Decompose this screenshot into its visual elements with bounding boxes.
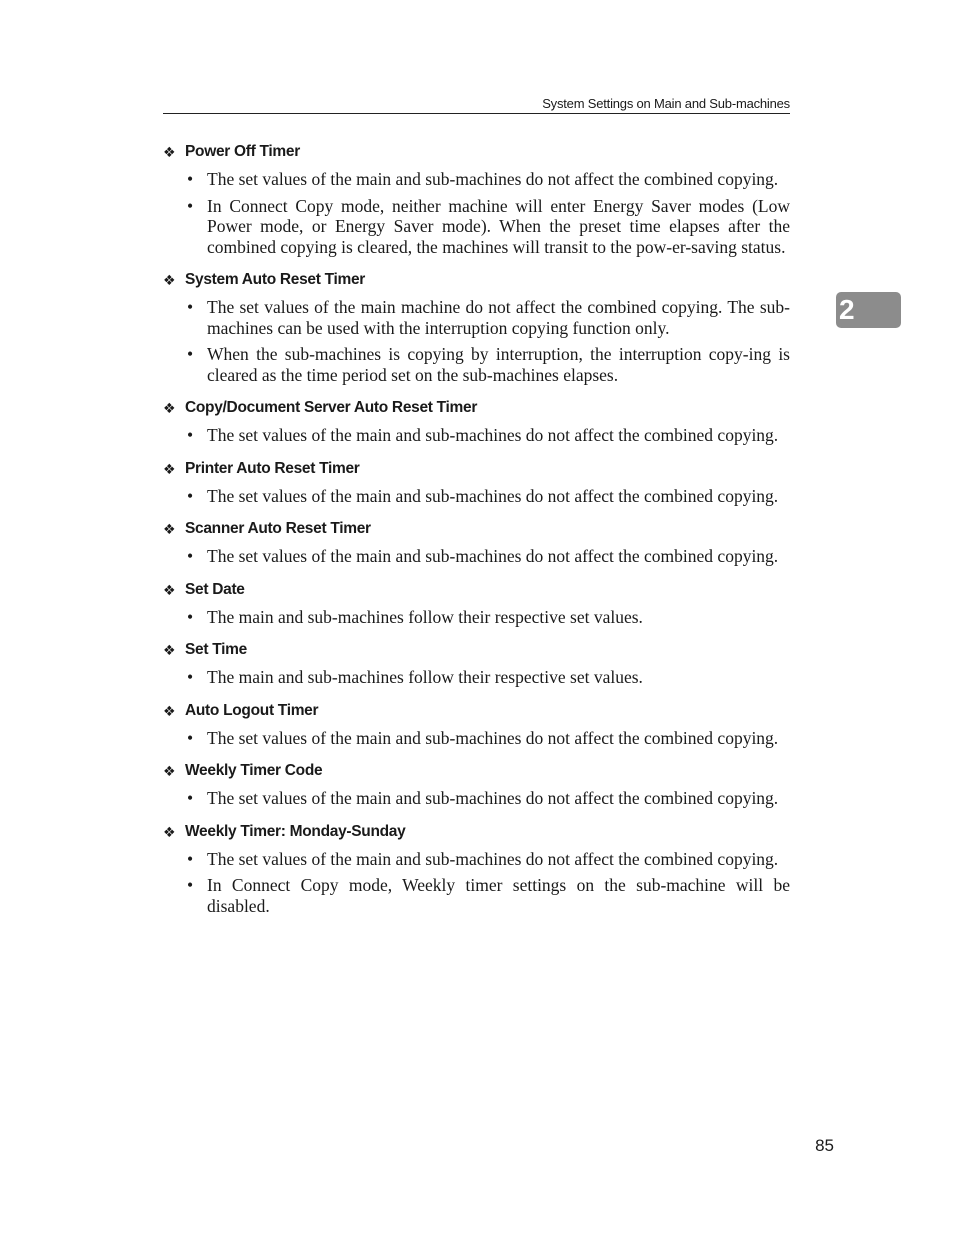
- bullet-list: [163, 728, 790, 749]
- bullet-list: [163, 297, 790, 385]
- section: [163, 459, 790, 507]
- list-item: [163, 169, 790, 190]
- bullet-list: [163, 607, 790, 628]
- list-item-text: The set values of the main and sub-machines do not affect the combined copying.: [207, 425, 779, 445]
- diamond-bullet-icon: ❖: [163, 763, 176, 779]
- diamond-bullet-icon: ❖: [163, 642, 176, 658]
- list-item-text: In Connect Copy mode, neither machine will enter Energy Saver modes (Low Power mode, or Energy Saver mode). When the preset time elapses after the combined copying is cleared, the machines will transit to the pow-er-saving status.: [207, 195, 790, 257]
- list-item-text: The set values of the main and sub-machines do not affect the combined copying.: [207, 169, 779, 189]
- list-item-text: The set values of the main and sub-machines do not affect the combined copying.: [207, 485, 779, 506]
- bullet-dot-icon: •: [187, 727, 194, 748]
- diamond-bullet-icon: ❖: [163, 521, 176, 537]
- section-title: Scanner Auto Reset Timer: [185, 520, 371, 537]
- running-header: System Settings on Main and Sub-machines: [163, 96, 790, 114]
- list-item: [163, 849, 790, 870]
- list-item-text: In Connect Copy mode, Weekly timer settings on the sub-machine will be disabled.: [207, 875, 790, 916]
- section-title: Set Time: [185, 641, 247, 658]
- section: [163, 398, 790, 446]
- list-item: [163, 196, 790, 258]
- section-heading: [163, 640, 790, 660]
- chapter-tab: 2: [836, 292, 901, 328]
- bullet-dot-icon: •: [187, 606, 194, 627]
- bullet-dot-icon: •: [187, 788, 194, 808]
- section: [163, 761, 790, 809]
- bullet-list: [163, 169, 790, 257]
- bullet-list: [163, 667, 790, 688]
- bullet-dot-icon: •: [187, 485, 194, 506]
- document-body: [163, 142, 790, 929]
- list-item-text: The set values of the main and sub-machines do not affect the combined copying.: [207, 848, 779, 869]
- list-item: [163, 728, 790, 749]
- bullet-list: [163, 788, 790, 809]
- section-title: Weekly Timer Code: [185, 762, 323, 779]
- list-item: [163, 486, 790, 507]
- section: [163, 822, 790, 917]
- list-item: [163, 344, 790, 385]
- list-item: [163, 425, 790, 446]
- diamond-bullet-icon: ❖: [163, 460, 176, 477]
- diamond-bullet-icon: ❖: [163, 272, 176, 288]
- section-title: Printer Auto Reset Timer: [185, 459, 360, 477]
- list-item: [163, 788, 790, 809]
- section-title: Copy/Document Server Auto Reset Timer: [185, 399, 478, 416]
- bullet-dot-icon: •: [187, 667, 194, 687]
- bullet-dot-icon: •: [187, 195, 194, 216]
- bullet-list: [163, 486, 790, 507]
- list-item-text: The main and sub-machines follow their respective set values.: [207, 667, 643, 687]
- section-heading: [163, 142, 790, 162]
- diamond-bullet-icon: ❖: [163, 400, 176, 416]
- list-item-text: The set values of the main and sub-machines do not affect the combined copying.: [207, 546, 779, 566]
- bullet-list: [163, 425, 790, 446]
- page-number: 85: [815, 1136, 834, 1155]
- list-item-text: The set values of the main and sub-machines do not affect the combined copying.: [207, 788, 779, 808]
- bullet-dot-icon: •: [187, 425, 194, 445]
- bullet-dot-icon: •: [187, 875, 194, 895]
- section: [163, 519, 790, 567]
- list-item: [163, 875, 790, 916]
- section-heading: [163, 398, 790, 418]
- section-heading: [163, 270, 790, 290]
- section-title: System Auto Reset Timer: [185, 271, 366, 288]
- section: [163, 640, 790, 688]
- bullet-list: [163, 546, 790, 567]
- section: [163, 580, 790, 628]
- list-item: [163, 546, 790, 567]
- section-heading: [163, 580, 790, 600]
- section-heading: [163, 519, 790, 539]
- list-item-text: The set values of the main and sub-machines do not affect the combined copying.: [207, 727, 779, 748]
- list-item: [163, 667, 790, 688]
- section-heading: [163, 822, 790, 842]
- section-heading: [163, 701, 790, 721]
- section-title: Weekly Timer: Monday-Sunday: [185, 822, 406, 840]
- section-title: Power Off Timer: [185, 143, 300, 160]
- bullet-dot-icon: •: [187, 344, 194, 364]
- diamond-bullet-icon: ❖: [163, 823, 176, 840]
- section-title: Set Date: [185, 580, 245, 598]
- section-heading: [163, 761, 790, 781]
- list-item-text: The set values of the main machine do not affect the combined copying. The sub-machines can be used with the interruption copying function only.: [207, 297, 790, 338]
- list-item-text: When the sub-machines is copying by interruption, the interruption copy-ing is cleared as the time period set on the sub-machines elapses.: [207, 344, 790, 385]
- diamond-bullet-icon: ❖: [163, 702, 176, 719]
- section: [163, 701, 790, 749]
- section-title: Auto Logout Timer: [185, 701, 319, 719]
- section: [163, 142, 790, 257]
- bullet-dot-icon: •: [187, 169, 194, 189]
- bullet-dot-icon: •: [187, 546, 194, 566]
- bullet-dot-icon: •: [187, 848, 194, 869]
- list-item: [163, 607, 790, 628]
- section: [163, 270, 790, 385]
- list-item-text: The main and sub-machines follow their respective set values.: [207, 606, 643, 627]
- diamond-bullet-icon: ❖: [163, 144, 176, 160]
- bullet-list: [163, 849, 790, 917]
- list-item: [163, 297, 790, 338]
- diamond-bullet-icon: ❖: [163, 581, 176, 598]
- bullet-dot-icon: •: [187, 297, 194, 317]
- section-heading: [163, 459, 790, 479]
